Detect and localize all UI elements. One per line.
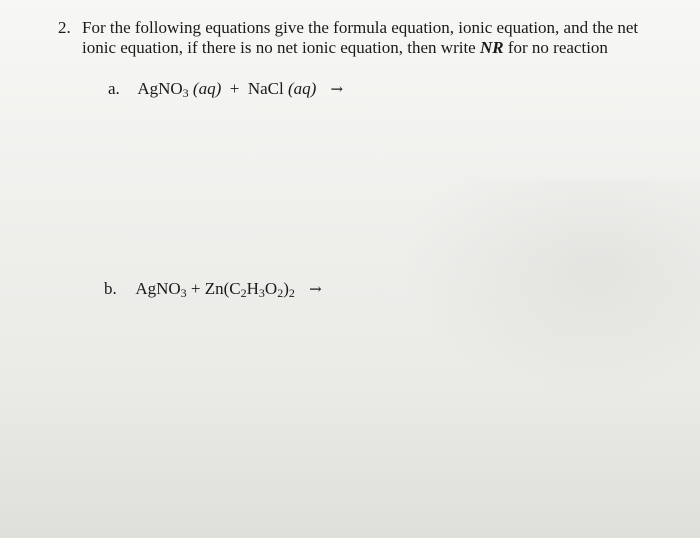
silver-nitrate-formula: AgNO$_3$ [137,79,189,100]
part-a-equation [108,79,343,99]
paper-shadow [400,180,700,400]
sodium-chloride-formula: NaCl [247,79,284,98]
question-prompt [82,18,678,58]
zinc-acetate-formula: $Zn(C_2H_3O_2)_2$ [204,279,295,300]
part-a-label: a. [108,79,120,98]
nr-abbreviation: NR [479,38,504,57]
part-b-label: b. [104,279,117,298]
reaction-arrow-icon: → [309,280,322,298]
prompt-line-2-end: for no reaction [503,38,608,57]
prompt-line-2-start: ionic equation, if there is no net ionic equation, then write [82,38,480,57]
question-number: 2. [58,18,71,37]
reaction-arrow-icon: → [330,80,344,98]
plus-sign: + [229,79,240,98]
paper-shadow-bottom [0,378,700,538]
prompt-line-1: For the following equations give the formula equation, ionic equation, and the net [82,18,639,37]
plus-sign: + [190,279,201,298]
state-aqueous: (aq) [192,79,222,98]
part-b-equation [104,279,322,299]
silver-nitrate-formula: AgNO$_3$ [135,279,187,300]
state-aqueous: (aq) [287,79,317,98]
